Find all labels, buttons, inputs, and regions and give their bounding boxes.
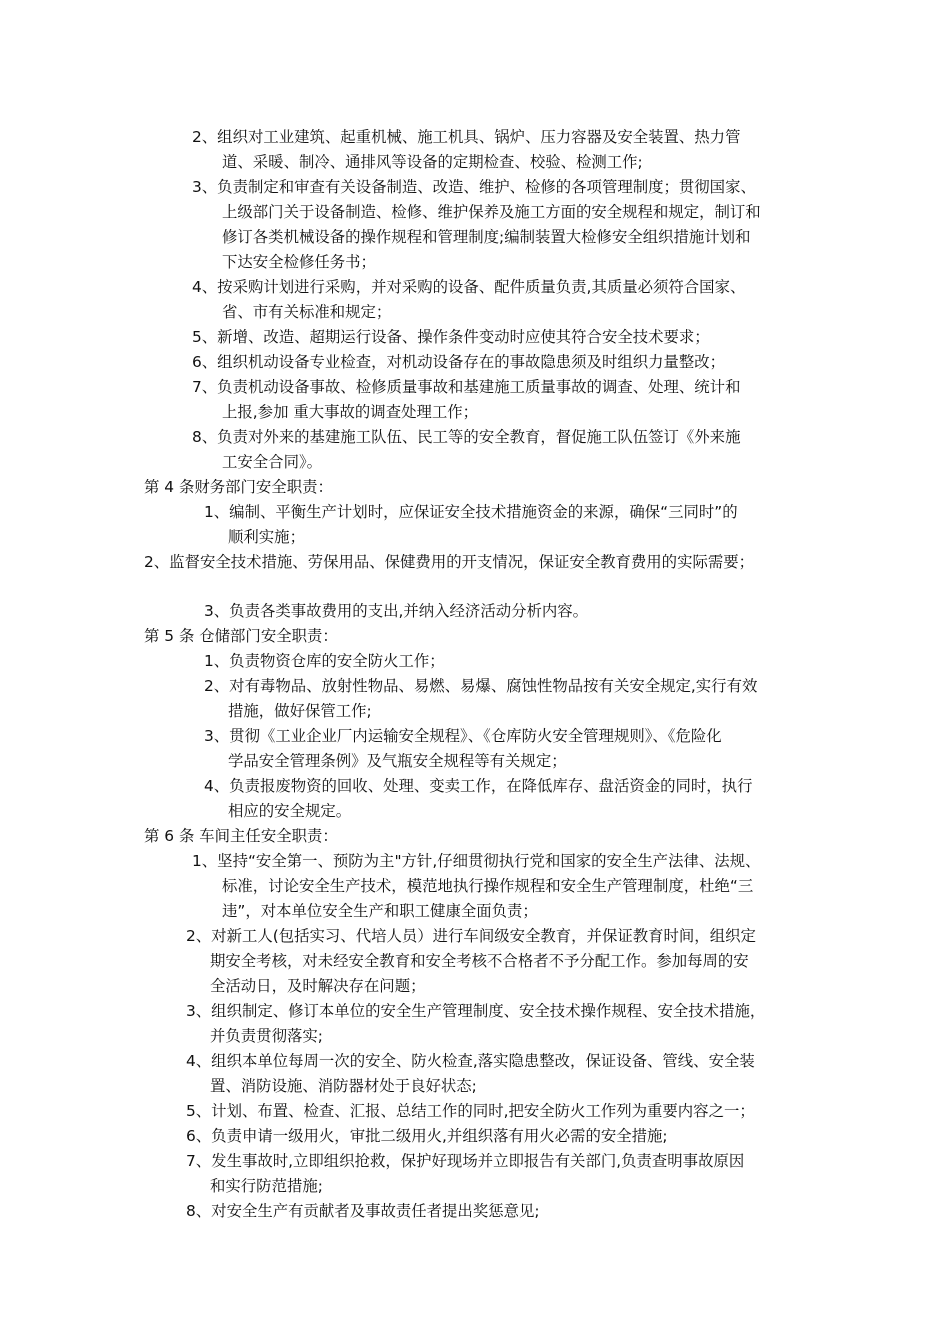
section-heading: 第 4 条财务部门安全职责： [144,478,333,496]
text-line: 上级部门关于设备制造、检修、维护保养及施工方面的安全规程和规定，制订和 [222,203,761,221]
text-line: 违”，对本单位安全生产和职工健康全面负责； [222,902,538,920]
section-heading: 第 5 条 仓储部门安全职责： [144,627,338,645]
text-line: 2、组织对工业建筑、起重机械、施工机具、锅炉、压力容器及安全装置、热力管 [192,128,741,146]
section-heading: 第 6 条 车间主任安全职责： [144,827,338,845]
text-line: 6、负责申请一级用火，审批二级用火,并组织落有用火必需的安全措施; [186,1127,668,1145]
text-line: 2、对有毒物品、放射性物品、易燃、易爆、腐蚀性物品按有关安全规定,实行有效 [204,677,758,695]
text-line: 4、按采购计划进行采购，并对采购的设备、配件质量负责,其质量必须符合国家、 [192,278,746,296]
text-line: 7、发生事故时,立即组织抢救，保护好现场并立即报告有关部门,负责查明事故原因 [186,1152,745,1170]
text-line: 4、组织本单位每周一次的安全、防火检查,落实隐患整改，保证设备、管线、安全装 [186,1052,755,1070]
text-line: 8、对安全生产有贡献者及事故责任者提出奖惩意见; [186,1202,540,1220]
text-line: 修订各类机械设备的操作规程和管理制度;编制装置大检修安全组织措施计划和 [222,228,751,246]
text-line: 3、贯彻《工业企业厂内运输安全规程》、《仓库防火安全管理规则》、《危险化 [204,727,722,745]
text-line: 8、负责对外来的基建施工队伍、民工等的安全教育，督促施工队伍签订《外来施 [192,428,741,446]
text-line: 上报,参加 重大事故的调查处理工作； [222,403,479,421]
text-line: 下达安全检修任务书； [222,253,376,271]
text-line: 1、负责物资仓库的安全防火工作； [204,652,445,670]
text-line: 和实行防范措施; [210,1177,323,1195]
text-line: 3、组织制定、修订本单位的安全生产管理制度、安全技术操作规程、安全技术措施， [186,1002,766,1020]
text-line: 工安全合同》。 [222,453,323,471]
text-line: 4、负责报废物资的回收、处理、变卖工作，在降低库存、盘活资金的同时，执行 [204,777,753,795]
text-line: 标准，讨论安全生产技术，模范地执行操作规程和安全生产管理制度，杜绝“三 [222,877,754,895]
text-line: 并负责贯彻落实; [210,1027,323,1045]
text-line: 3、负责制定和审查有关设备制造、改造、维护、检修的各项管理制度；贯彻国家、 [192,178,756,196]
text-line: 1、编制、平衡生产计划时，应保证安全技术措施资金的来源，确保“三同时”的 [204,503,738,521]
text-line: 置、消防设施、消防器材处于良好状态; [210,1077,477,1095]
text-line: 7、负责机动设备事故、检修质量事故和基建施工质量事故的调查、处理、统计和 [192,378,741,396]
text-line: 措施，做好保管工作; [228,702,372,720]
text-line: 5、计划、布置、检查、汇报、总结工作的同时,把安全防火工作列为重要内容之一； [186,1102,755,1120]
text-line: 6、组织机动设备专业检查，对机动设备存在的事故隐患须及时组织力量整改； [192,353,726,371]
text-line: 2、监督安全技术措施、劳保用品、保健费用的开支情况，保证安全教育费用的实际需要； [144,553,755,571]
text-line: 5、新增、改造、超期运行设备、操作条件变动时应使其符合安全技术要求； [192,328,710,346]
text-line: 省、市有关标准和规定； [222,303,392,321]
text-line: 学品安全管理条例》及气瓶安全规程等有关规定； [228,752,567,770]
text-line: 期安全考核，对未经安全教育和安全考核不合格者不予分配工作。参加每周的安 [210,952,749,970]
text-line: 道、采暖、制冷、通排风等设备的定期检查、校验、检测工作; [222,153,643,171]
text-line: 1、坚持“安全第一、预防为主"方针,仔细贯彻执行党和国家的安全生产法律、法规、 [192,852,761,870]
text-line: 相应的安全规定。 [228,802,352,820]
text-line: 全活动日，及时解决存在问题； [210,977,426,995]
text-line: 顺利实施； [228,528,305,546]
text-line: 3、负责各类事故费用的支出,并纳入经济活动分析内容。 [204,602,589,620]
text-line: 2、对新工人(包括实习、代培人员）进行车间级安全教育，并保证教育时间，组织定 [186,927,756,945]
